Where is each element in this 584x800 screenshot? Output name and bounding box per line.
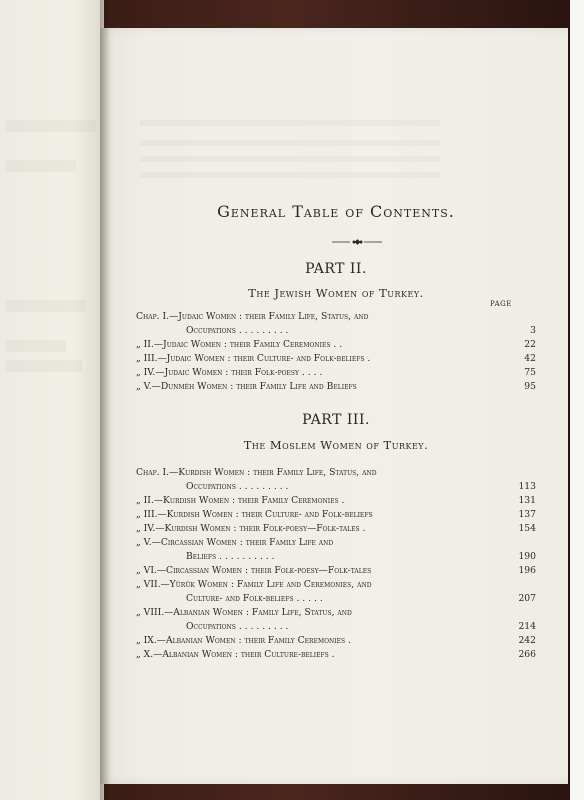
toc-entry-label: Chap. I.—Kurdish Women : their Family Life, Status, and [136, 467, 377, 478]
show-through-text [6, 300, 86, 312]
toc-entry [136, 536, 536, 550]
ornament-divider [332, 238, 382, 246]
toc-entry [136, 620, 536, 634]
toc-entry-page: 242 [518, 635, 536, 646]
toc-entry-page: 113 [518, 481, 536, 492]
toc-entry [136, 352, 536, 366]
toc-entry [136, 508, 536, 522]
toc-entry-label: „ VII.—Yürük Women : Family Life and Ceremonies, and [136, 579, 372, 590]
toc-entry [136, 550, 536, 564]
toc-entry [136, 338, 536, 352]
part-title: PART II. [305, 261, 367, 277]
toc-entry [136, 648, 536, 662]
toc-entry-label: „ VIII.—Albanian Women : Family Life, Status, and [136, 607, 352, 618]
part-subtitle: The Jewish Women of Turkey. [248, 286, 424, 300]
toc-entry [136, 480, 536, 494]
toc-entry-page: 95 [524, 381, 536, 392]
toc-entry [136, 310, 536, 324]
toc-entry-label: „ V.—Circassian Women : their Family Life and [136, 537, 334, 548]
toc-entry [136, 380, 536, 394]
toc-entry-label: „ IX.—Albanian Women : their Family Ceremonies . [136, 635, 351, 646]
toc-entry-label: „ IV.—Judaic Women : their Folk-poesy . . . . [136, 367, 323, 378]
toc-entry-label: Occupations . . . . . . . . . [186, 621, 289, 632]
toc-entry-label: „ IV.—Kurdish Women : their Folk-poesy—Folk-tales . [136, 523, 366, 534]
toc-entry-label: „ X.—Albanian Women : their Culture-beliefs . [136, 649, 335, 660]
left-page [0, 0, 104, 800]
toc-entry-label: Beliefs . . . . . . . . . . [186, 551, 275, 562]
toc-entry-label: „ VI.—Circassian Women : their Folk-poesy—Folk-tales [136, 565, 372, 576]
toc-entry-page: 214 [518, 621, 536, 632]
toc-entry-page: 207 [518, 593, 536, 604]
toc-entry-page: 22 [524, 339, 536, 350]
toc-entry-page: 190 [518, 551, 536, 562]
toc-entry-label: „ II.—Kurdish Women : their Family Ceremonies . [136, 495, 345, 506]
toc-entry [136, 592, 536, 606]
toc-entry [136, 494, 536, 508]
page-heading: General Table of Contents. [217, 202, 455, 221]
toc-entry-label: Occupations . . . . . . . . . [186, 325, 289, 336]
page-gutter-shadow [100, 0, 110, 800]
show-through-text [6, 360, 82, 372]
toc-entry-label: „ III.—Kurdish Women : their Culture- and Folk-beliefs [136, 509, 373, 520]
toc-entry-page: 266 [518, 649, 536, 660]
toc-entry [136, 578, 536, 592]
part-title: PART III. [302, 412, 370, 428]
toc-entry [136, 606, 536, 620]
toc-entry [136, 564, 536, 578]
toc-entry-page: 3 [530, 325, 536, 336]
contents-page [136, 28, 556, 784]
toc-entry-page: 42 [524, 353, 536, 364]
toc-entry-page: 75 [524, 367, 536, 378]
show-through-text [6, 160, 76, 172]
toc-entry-label: „ III.—Judaic Women : their Culture- and Folk-beliefs . [136, 353, 371, 364]
toc-entry-label: Occupations . . . . . . . . . [186, 481, 289, 492]
show-through-text [6, 340, 66, 352]
toc-entry-label: „ V.—Dunméh Women : their Family Life and Beliefs [136, 381, 357, 392]
part-subtitle: The Moslem Women of Turkey. [243, 438, 429, 452]
toc-entry-page: 131 [518, 495, 536, 506]
toc-entry [136, 466, 536, 480]
toc-entry-label: Culture- and Folk-beliefs . . . . . [186, 593, 323, 604]
page-column-header: PAGE [490, 300, 512, 308]
toc-entry [136, 366, 536, 380]
toc-entry-label: Chap. I.—Judaic Women : their Family Life, Status, and [136, 311, 369, 322]
toc-entry-page: 137 [518, 509, 536, 520]
toc-entry [136, 522, 536, 536]
toc-entry-page: 196 [518, 565, 536, 576]
toc-entry-label: „ II.—Judaic Women : their Family Ceremonies . . [136, 339, 343, 350]
toc-entry [136, 634, 536, 648]
show-through-text [6, 120, 96, 132]
toc-entry-page: 154 [518, 523, 536, 534]
right-page [100, 28, 568, 784]
toc-entry [136, 324, 536, 338]
